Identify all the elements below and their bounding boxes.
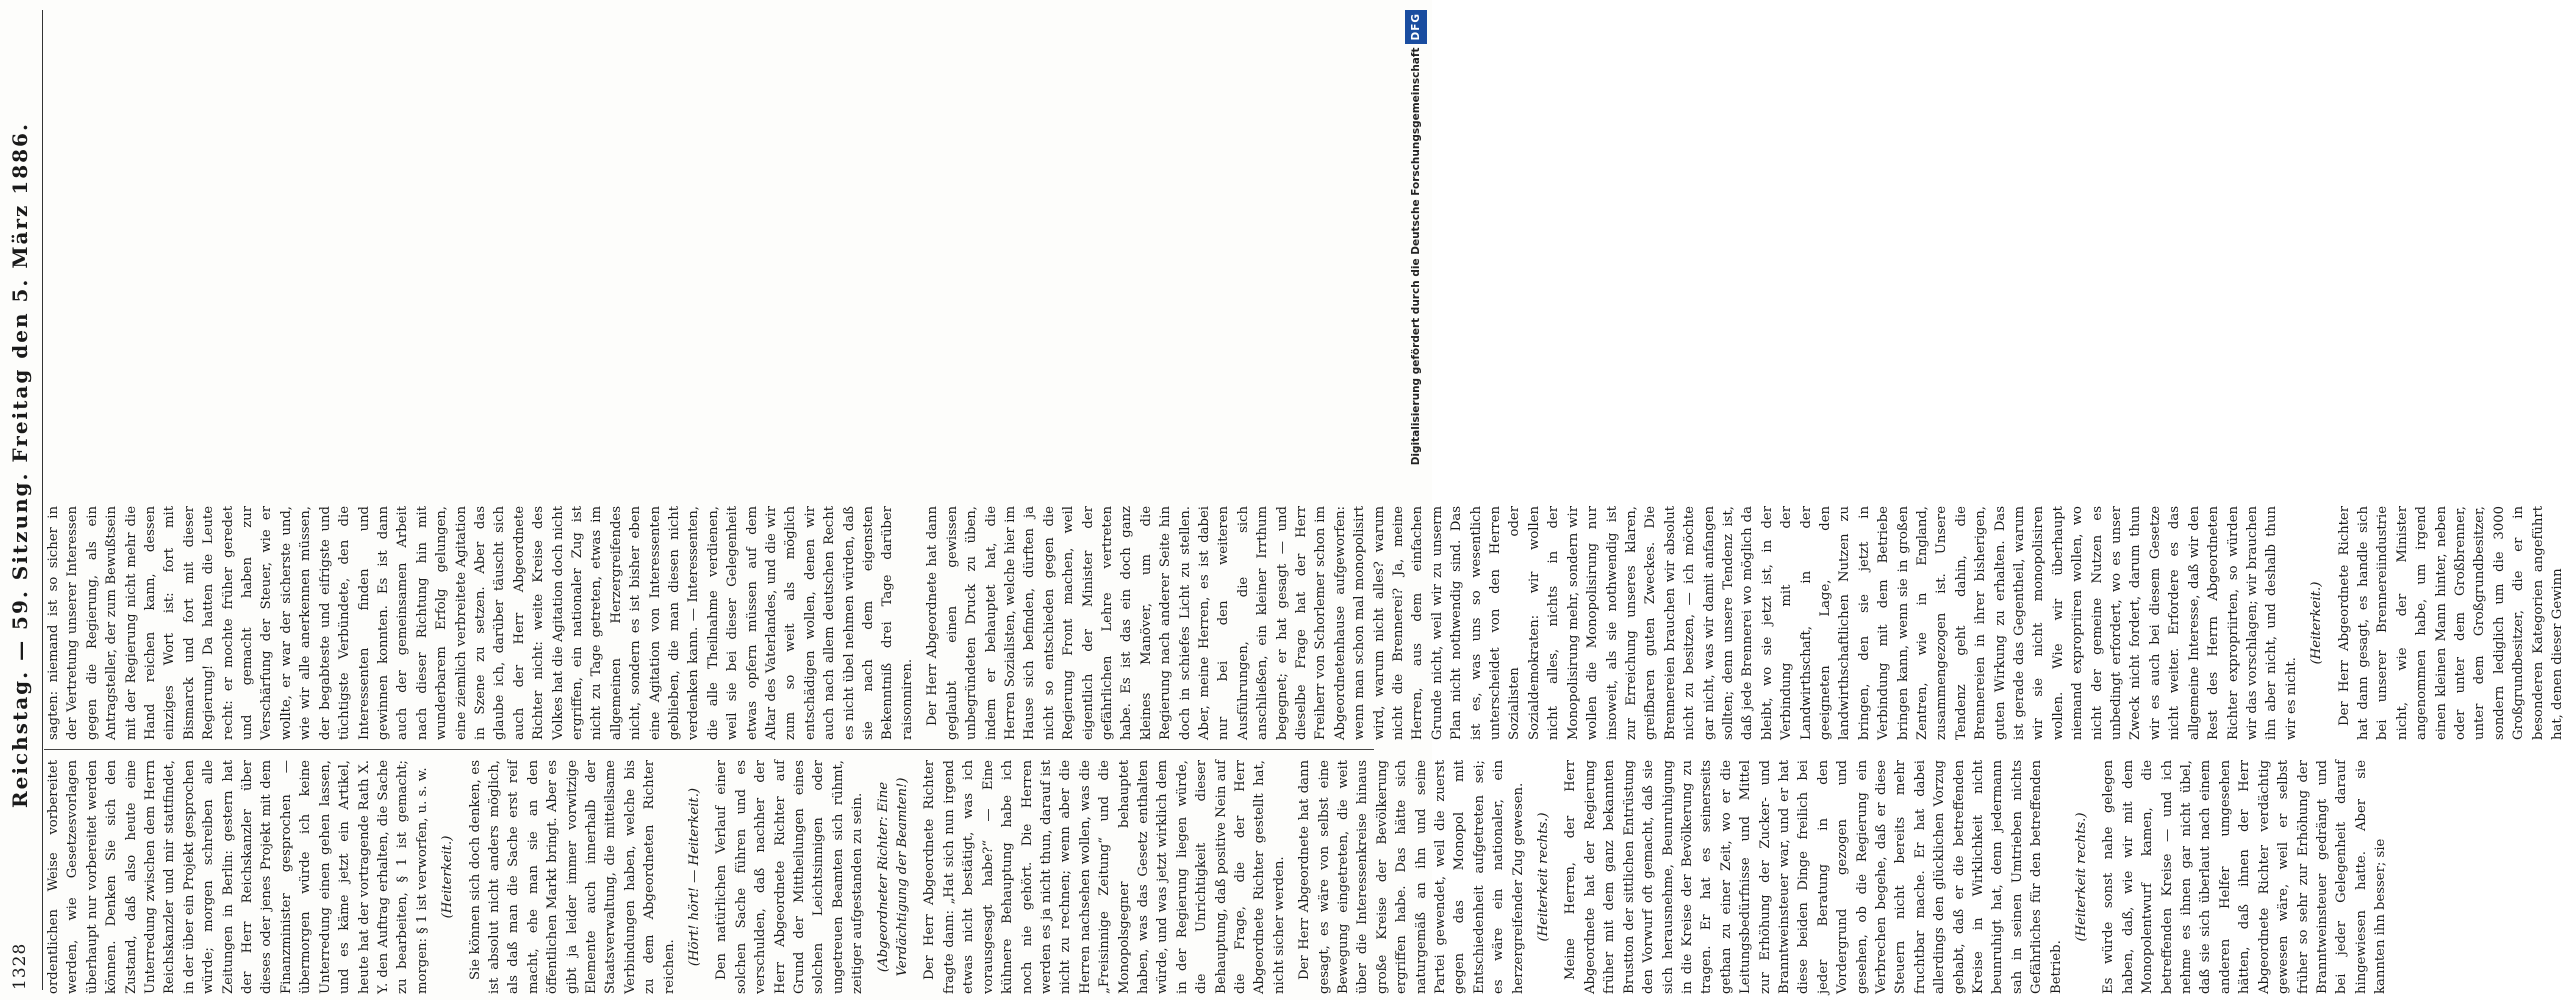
paragraph: Der Herr Abgeordnete Richter hat dann gesagt, es handle sich bei unserer Brennereiindustrie nicht, wie der Minister angenommen habe, um irgend einen kleinen Mann hinter, neben oder unter dem Großbrenner, unter dem Großgrundbesitzer, sondern lediglich um die 3000 Großgrundbesitzer, die er in besonderen Kategorien angeführt hat, denen dieser Gewinn: [2336, 506, 2565, 740]
stage-direction: (Heiterkeit rechts.): [2074, 812, 2090, 942]
watermark-text: Digitalisierung gefördert durch die Deutsche Forschungsgemeinschaft: [1410, 47, 1422, 466]
paragraph: Der Herr Abgeordnete hat dann gesagt, es wäre von selbst eine Bewegung eingetreten, die weit über die Interessenkreise hinaus große Kreise der Bevölkerung ergriffen habe. Das hätte sich naturgemäß an ihn und seine Partei gewendet, weil die zuerst gegen das Monopol mit Entschiedenheit aufgetreten sei; es wäre ein nationaler, ein herzergreifender Zug gewesen.: [1297, 760, 1526, 994]
paragraph: ordentlichen Weise vorbereitet werden, wie Gesetzesvorlagen überhaupt nur vorbereitet werden können. Denken Sie sich den Zustand, daß also heute eine Unterredung zwischen dem Herrn Reichskanzler und mir stattfindet, in der über ein Projekt gesprochen würde; morgen schreiben alle Zeitungen in Berlin: gestern hat der Herr Reichskanzler über dieses oder jenes Projekt mit dem Finanzminister gesprochen — übermorgen würde ich keine Unterredung einen gehen lassen, und es käme jetzt ein Artikel, heute hat der vortragende Rath X. Y. den Auftrag erhalten, die Sache zu bearbeiten, § 1 ist gemacht; morgen: § 1 ist verworfen, u. s. w.: [46, 760, 430, 994]
header-rule: [42, 10, 43, 990]
running-title: Reichstag. — 59. Sitzung. Freitag den 5. März 1886.: [8, 122, 32, 808]
dfg-logo: DFG: [1405, 10, 1427, 44]
stage-direction: (Heiterkeit rechts.): [1536, 812, 1552, 942]
paragraph: sagten: niemand ist so sicher in der Vertretung unserer Interessen gegen die Regierung, als ein Antragsteller, der zum Bewußtsein mit der Regierung nicht mehr die Hand reichen kann, dessen einziges Wort ist: fort mit Bismarck und fort mit dieser Regierung! Da hatten die Leute recht: er mochte früher geredet und gemacht haben zur Verschärfung der Steuer, wie er wollte, er war der sicherste und, wie wir alle anerkennen müssen, der begabteste und eifrigste und tüchtigste Verbündete, den die Interessenten finden und gewinnen konnten. Es ist dann auch der gemeinsamen Arbeit nach dieser Richtung hin mit wunderbarem Erfolg gelungen, eine ziemlich verbreitete Agitation in Szene zu setzen. Aber das glaube ich, darüber täuscht sich auch der Herr Abgeordnete Richter nicht: weite Kreise des Volkes hat die Agitation doch nicht ergriffen, ein nationaler Zug ist nicht zu Tage getreten, etwas im allgemeinen Herzergreifendes nicht, sondern es ist bisher eben eine Agitation von Interessenten geblieben, die man diesen nicht verdenken kann. — Interessenten, die alle Theilnahme verdienen, weil sie bei dieser Gelegenheit etwas opfern müssen auf dem Altar des Vaterlandes, und die wir zum so weit als möglich entschädigen wollen, denen wir auch nach allem deutschen Recht es nicht übel nehmen würden, daß sie nach dem eigensten Bekenntniß drei Tage darüber raisonniren.: [46, 506, 915, 740]
stage-direction: (Heiterkeit.): [440, 835, 456, 919]
paragraph: Es würde sonst nahe gelegen haben, daß, wie wir mit dem Monopolentwurf kamen, die betreffenden Kreise — und ich nehme es ihnen gar nicht übel, daß sie sich überlaut nach einem anderen Helfer umgesehen hätten, daß ihnen der Herr Abgeordnete Richter verdächtig gewesen wäre, weil er selbst früher so sehr zur Erhöhung der Branntweinsteuer gedrängt und bei jeder Gelegenheit darauf hingewiesen hatte. Aber sie kannten ihn besser; sie: [2101, 760, 2389, 994]
column-left: [44, 760, 2389, 994]
paragraph: Den natürlichen Verlauf einer solchen Sache führen und es verschulden, daß nachher der Herr Abgeordnete Richter auf Grund der Mittheilungen eines solchen Leichtsinnigen oder ungetreuen Beamten sich rühmt, zeitiger aufgestanden zu sein.: [714, 760, 866, 994]
paragraph: Meine Herren, der Herr Abgeordnete hat der Regierung früher mit dem ganz bekannten Brustton der sittlichen Entrüstung den Vorwurf oft gemacht, daß sie sich herausnehme, Beunruhigung in die Kreise der Bevölkerung zu tragen. Er hat es seinerseits gethan zu einer Zeit, wo er die Leitungsbedürfnisse und Mittel zur Erhöhung der Zucker- und Branntweinsteuer war, und er hat diese beiden Dinge freilich bei jeder Beratung in den Vordergrund gezogen und gesehen, ob die Regierung ein Verbrechen begehe, daß er diese Steuern nicht bereits mehr fruchtbar mache. Er hat dabei allerdings den glücklichen Vorzug gehabt, daß er die betreffenden Kreise in Wirklichkeit nicht beunruhigt hat, denn jedermann sah in seinen Umtrieben nichts Gefährliches für den betreffenden Betrieb.: [1563, 760, 2064, 994]
paragraph: Sie können sich doch denken, es ist absolut nicht anders möglich, als daß man die Sache erst reif macht, ehe man sie an den öffentlichen Markt bringt. Aber es gibt ja leider immer vorwitzige Elemente auch innerhalb der Staatsverwaltung, die mitteilsame Verbindungen haben, welche bis zu dem Abgeordneten Richter reichen.: [467, 760, 677, 994]
digitization-watermark: [1405, 10, 1431, 990]
stage-direction: (Hört! hört! — Heiterkeit.): [687, 787, 702, 967]
column-divider-1: [44, 749, 1374, 750]
column-right: [44, 506, 2565, 740]
paragraph: Der Herr Abgeordnete Richter fragte dann: „Hat sich nun irgend etwas nicht bestätigt, was ich vorausgesagt habe?“ — Eine kühnere Behauptung habe ich noch nie gehört. Die Herren werden es ja nicht thun, darauf ist nicht zu rechnen; wenn aber die Herren nachsehen wollen, was die „Freisinnige Zeitung“ und die Monopolsgegner behauptet haben, was das Gesetz enthalten würde, und was jetzt wirklich dem in der Regierung liegen würde, die Unrichtigkeit dieser Behauptung, daß positive Nein auf die Frage, die der Herr Abgeordnete Richter gestellt hat, nicht sicher werden.: [922, 760, 1287, 994]
page-header: [8, 10, 38, 990]
page-number: 1328: [10, 942, 30, 990]
stage-direction: (Abgeordneter Richter: Eine Verdächtigung der Beamten!): [875, 777, 911, 977]
paragraph: Der Herr Abgeordnete hat dann geglaubt einen gewissen unbegründeten Druck zu üben, indem er behauptet hat, die Herren Sozialisten, welche hier im Hause sich befinden, dürften ja nicht so entschieden gegen die Regierung Front machen, weil eigentlich der Minister der gefährlichen Lehre vertreten habe. Es ist das ein doch ganz kleines Manöver, um die Regierung nach anderer Seite hin doch in schiefes Licht zu stellen. Aber, meine Herren, es ist dabei nur bei den weiteren Ausführungen, die sich anschließen, ein kleiner Irrthum begegnet; er hat gesagt — und dieselbe Frage hat der Herr Freiherr von Schorlemer schon im Abgeordnetenhause aufgeworfen: wenn man schon mal monopolisirt wird, warum nicht alles? warum nicht die Brennerei? Ja, meine Herren, aus dem einfachen Grunde nicht, weil wir zu unserm Plan nicht nothwendig sind. Das ist es, was uns so wesentlich unterscheidet von den Herren Sozialisten oder Sozialdemokraten: wir wollen nicht alles, nichts in der Monopolisirung mehr, sondern wir wollen die Monopolisirung nur insoweit, als sie nothwendig ist zur Erreichung unseres klaren, greifbaren guten Zweckes. Die Brennereien brauchen wir absolut nicht zu besitzen, — ich möchte gar nicht, was wir damit anfangen sollten; denn unsere Tendenz ist, daß jede Brennerei wo möglich da bleibt, wo sie jetzt ist, in der Verbindung mit der Landwirthschaft, in der geeigneten Lage, den landwirthschaftlichen Nutzen zu bringen, den sie jetzt in Verbindung mit dem Betriebe bringen kann, wenn sie in großen Zentren, wie in England, zusammengezogen ist. Unsere Tendenz geht dahin, die Brennereien in ihrer bisherigen, guten Wirkung zu erhalten. Das ist gerade das Gegentheil, warum wir sie nicht monopolisiren wollen. Wie wir überhaupt niemand expropriiren wollen, wo nicht der gemeine Nutzen es unbedingt erfordert, wo es unser Zweck nicht fordert, darum thun wir es auch bei diesem Gesetze nicht weiter. Erfordere es das allgemeine Interesse, daß wir den Rest des Herrn Abgeordneten Richter expropriirten, so würden wir das vorschlagen; wir brauchen ihn aber nicht, und deshalb thun wir es nicht.: [925, 506, 2299, 740]
stage-direction: (Heiterkeit.): [2309, 581, 2325, 665]
